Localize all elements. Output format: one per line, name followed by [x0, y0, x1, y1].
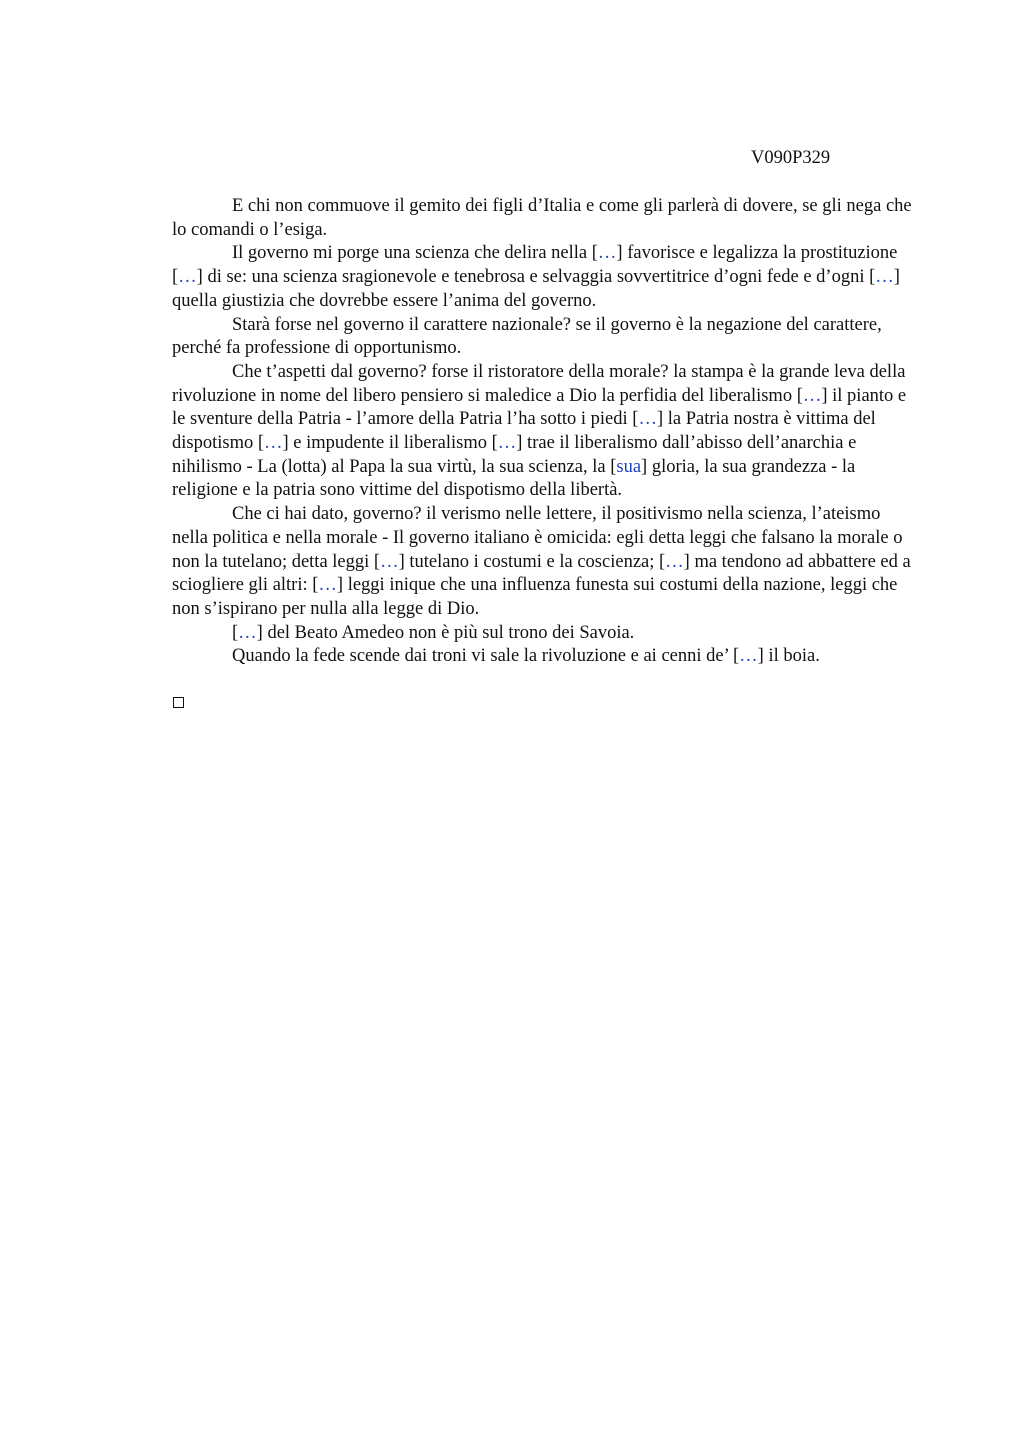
paragraph [172, 195, 914, 242]
paragraph [172, 503, 914, 622]
editorial-gap: sua [616, 456, 642, 477]
text-segment: ] leggi inique che una influenza funesta sui costumi della nazione, leggi che non s’ispirano per nulla alla legge di Dio. [172, 575, 898, 619]
text-segment: ] gloria, la sua grandezza - la religione e la patria sono vittime del dispotismo della libertà. [172, 456, 856, 501]
text-segment: ] tutelano i costumi e la coscienza; [ [398, 551, 666, 572]
text-segment: ] e impudente il liberalismo [ [282, 433, 498, 454]
page-identifier: V090P329 [751, 148, 831, 168]
text-segment: [ [232, 622, 239, 643]
editorial-gap: … [380, 551, 399, 572]
text-segment: Quando la fede scende dai troni vi sale la rivoluzione e ai cenni de’ [ [232, 646, 740, 667]
body-text [172, 195, 914, 669]
text-segment: Che t’aspetti dal governo? forse il ristoratore della morale? la stampa è la grande leva della rivoluzione in nome del libero pensiero si maledice a Dio la perfidia del liberalismo [ [172, 361, 906, 406]
editorial-gap: … [238, 622, 257, 643]
text-segment: ] ma tendono ad abbattere ed a sciogliere gli altri: [ [172, 551, 911, 596]
text-segment: ] il boia. [757, 646, 820, 667]
text-segment: E chi non commuove il gemito dei figli d’Italia e come gli parlerà di dovere, se gli nega che lo comandi o l’esiga. [172, 196, 912, 240]
paragraph [172, 361, 914, 503]
text-segment: ] favorisce e legalizza la prostituzione [ [172, 243, 898, 288]
paragraph [172, 645, 914, 669]
paragraph [172, 622, 914, 646]
editorial-gap: … [802, 385, 822, 406]
editorial-gap: … [597, 243, 617, 264]
editorial-gap: … [665, 551, 684, 572]
checkbox-symbol [173, 697, 184, 708]
text-segment: ] la Patria nostra è vittima del dispotismo [ [172, 409, 876, 454]
editorial-gap: … [739, 646, 758, 667]
text-segment: ] il pianto e le sventure della Patria - l’amore della Patria l’ha sotto i piedi [ [172, 385, 907, 430]
paragraph [172, 314, 914, 361]
text-segment: ] quella giustizia che dovrebbe essere l’anima del governo. [172, 267, 900, 311]
paragraph [172, 242, 914, 313]
text-segment: ] di se: una scienza sragionevole e tenebrosa e selvaggia sovvertitrice d’ogni fede e d’ogni [ [196, 267, 876, 288]
text-segment: ] del Beato Amedeo non è più sul trono dei Savoia. [256, 622, 635, 643]
editorial-gap: … [638, 409, 657, 430]
editorial-gap: … [178, 267, 197, 288]
editorial-gap: … [264, 433, 283, 454]
text-segment: Starà forse nel governo il carattere nazionale? se il governo è la negazione del carattere, perché fa professione di opportunismo. [172, 314, 882, 359]
editorial-gap: … [318, 575, 337, 596]
text-segment: Il governo mi porge una scienza che delira nella [ [232, 243, 598, 264]
editorial-gap: … [497, 433, 517, 454]
text-segment: Che ci hai dato, governo? il verismo nelle lettere, il positivismo nella scienza, l’ateismo nella politica e nella morale - Il governo italiano è omicida: egli detta leggi che falsano la morale o non la tutelano; detta leggi [ [172, 504, 903, 572]
editorial-gap: … [875, 267, 894, 288]
text-segment: ] trae il liberalismo dall’abisso dell’anarchia e nihilismo - La (lotta) al Papa la sua virtù, la sua scienza, la [ [172, 433, 857, 477]
